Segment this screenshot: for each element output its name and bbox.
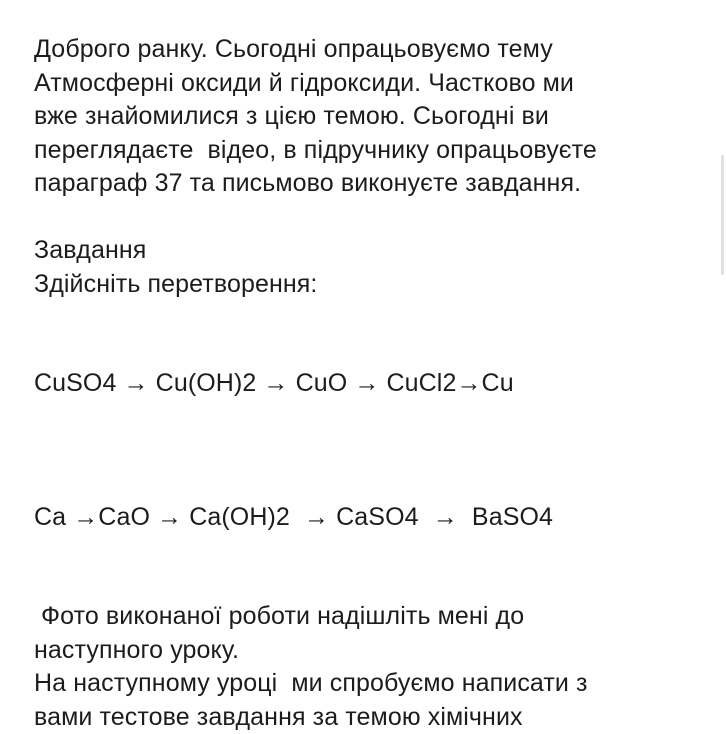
outro-line: наступного уроку. [34, 634, 704, 668]
outro-line: Фото виконаної роботи надішліть мені до [34, 600, 704, 634]
spacer [34, 201, 704, 235]
reaction-chain-1: CuSO4 → Cu(OH)2 → CuO → CuCl2→Cu [34, 367, 704, 401]
intro-line: переглядаєте відео, в підручнику опрацьовуєте [34, 134, 704, 168]
intro-line: Атмосферні оксиди й гідроксиди. Частково ми [34, 67, 704, 101]
intro-line: Доброго ранку. Сьогодні опрацьовуємо тему [34, 33, 704, 67]
outro-line: На наступному уроці ми спробуємо написати з [34, 667, 704, 701]
intro-line: параграф 37 та письмово виконуєте завдання. [34, 167, 704, 201]
message-text [34, 33, 704, 734]
spacer [34, 401, 704, 501]
task-instruction: Здійсніть перетворення: [34, 268, 704, 302]
task-heading: Завдання [34, 234, 704, 268]
scrollbar[interactable] [721, 155, 724, 275]
intro-line: вже знайомилися з цією темою. Сьогодні ви [34, 100, 704, 134]
spacer [34, 534, 704, 600]
outro-line: вами тестове завдання за темою хімічних [34, 701, 704, 734]
spacer [34, 301, 704, 367]
reaction-chain-2: Ca →CaO → Ca(OH)2 → CaSO4 → BaSO4 [34, 501, 704, 535]
